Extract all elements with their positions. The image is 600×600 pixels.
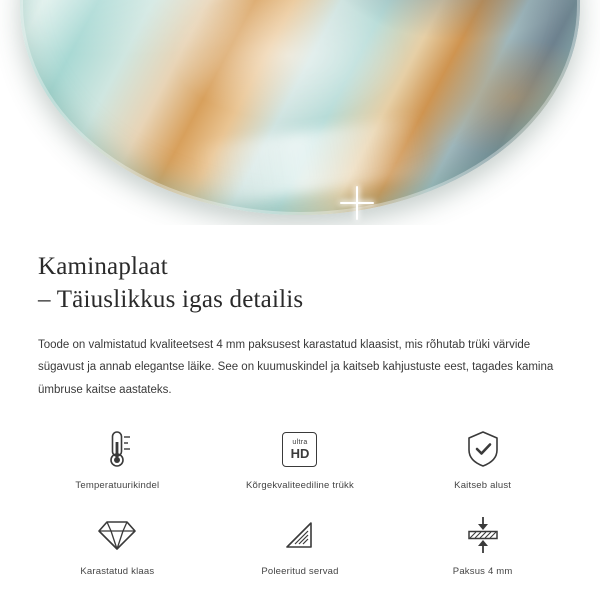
diamond-icon bbox=[96, 513, 138, 557]
content-block bbox=[0, 225, 600, 401]
feature-label: Kõrgekvaliteediline trükk bbox=[245, 480, 354, 492]
feature-label: Poleeritud servad bbox=[261, 566, 339, 578]
ultra-hd-icon bbox=[282, 427, 317, 471]
feature-label: Temperatuurikindel bbox=[75, 480, 160, 492]
feature-label: Kaitseb alust bbox=[454, 480, 512, 492]
feature-item-polished-edges bbox=[215, 513, 385, 577]
hero-image bbox=[0, 0, 600, 225]
feature-label: Karastatud klaas bbox=[80, 566, 155, 578]
feature-grid bbox=[0, 427, 600, 577]
product-description: Toode on valmistatud kvaliteetsest 4 mm paksusest karastatud klaasist, mis rõhutab trüki värvide sügavust ja annab elegantse läike. See on kuumuskindel ja kaitseb kahjustuste eest, tagades kamina ümbruse kaitse aastateks. bbox=[38, 339, 554, 396]
feature-item-tempered-glass bbox=[32, 513, 202, 577]
polished-edges-icon bbox=[281, 513, 319, 557]
fireplace-plate-image bbox=[20, 0, 580, 215]
feature-item-temperature bbox=[32, 427, 202, 491]
ultra-hd-bottom-label: HD bbox=[290, 445, 310, 461]
feature-label: Paksus 4 mm bbox=[452, 566, 513, 578]
shield-check-icon bbox=[464, 427, 502, 471]
page-title-line2: – Täiuslikkus igas detailis bbox=[38, 285, 304, 313]
feature-item-thickness bbox=[398, 513, 568, 577]
page-title-line1: Kaminaplaat bbox=[38, 253, 168, 280]
thickness-arrows-icon bbox=[463, 513, 503, 557]
feature-item-print-quality bbox=[215, 427, 385, 491]
page-title bbox=[38, 251, 562, 316]
feature-item-surface-protection bbox=[398, 427, 568, 491]
ultra-hd-top-label: ultra bbox=[292, 438, 308, 446]
thermometer-icon bbox=[97, 427, 137, 471]
